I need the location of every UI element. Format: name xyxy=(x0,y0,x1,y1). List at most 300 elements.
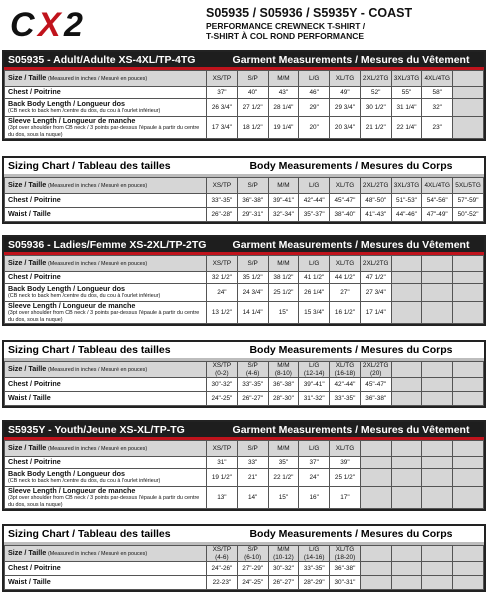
measurement-cell: 33"-35" xyxy=(237,378,268,392)
row-label: Back Body Length / Longueur dos xyxy=(8,469,126,479)
row-label: Chest / Poitrine xyxy=(8,87,61,97)
measurement-cell xyxy=(453,302,484,324)
size-header-cell xyxy=(391,441,422,457)
row-label-cell xyxy=(5,302,207,324)
measurement-cell: 17 1/4" xyxy=(360,302,391,324)
size-header-cell: XL/TG xyxy=(330,178,361,194)
size-header-cell: 2XL/2TG (20) xyxy=(360,362,391,378)
size-section-2 xyxy=(2,235,486,326)
section-header xyxy=(4,52,484,70)
measurement-cell: 31 1/4" xyxy=(391,99,422,117)
row-label: Waist / Taille xyxy=(8,577,51,587)
measurement-cell: 37" xyxy=(299,457,330,469)
measurement-cell xyxy=(360,457,391,469)
table-row xyxy=(5,392,484,406)
measurement-cell: 20 3/4" xyxy=(330,117,361,139)
size-header-cell: M/M (10-12) xyxy=(268,546,299,562)
size-header-cell xyxy=(453,441,484,457)
row-label-cell xyxy=(5,208,207,222)
measurement-cell: 58" xyxy=(422,87,453,99)
measurement-cell: 35 1/2" xyxy=(237,272,268,284)
measurement-cell xyxy=(391,469,422,487)
size-header-cell xyxy=(453,256,484,272)
size-header-cell xyxy=(360,546,391,562)
size-header-cell xyxy=(422,256,453,272)
row-label: Chest / Poitrine xyxy=(8,195,61,205)
size-header-cell: L/G (12-14) xyxy=(299,362,330,378)
row-note: (3pt over shoulder from CB neck / 3 points par-dessus l'épaule à partir du centre du dos, sous la nuque) xyxy=(8,495,200,508)
row-label-cell xyxy=(5,392,207,406)
size-section-5 xyxy=(2,524,486,592)
measurement-cell: 55" xyxy=(391,87,422,99)
size-header-cell: XL/TG xyxy=(330,256,361,272)
table-row xyxy=(5,576,484,590)
row-label-cell xyxy=(5,469,207,487)
measurement-cell: 27 3/4" xyxy=(360,284,391,302)
measurement-cell: 28 1/4" xyxy=(268,99,299,117)
measurement-cell: 40" xyxy=(237,87,268,99)
measurement-cell: 25 1/2" xyxy=(268,284,299,302)
measurement-cell: 30"-32" xyxy=(268,562,299,576)
measurement-cell: 42"-44" xyxy=(330,378,361,392)
measurement-cell xyxy=(391,457,422,469)
measurement-cell xyxy=(391,284,422,302)
measurement-cell xyxy=(422,469,453,487)
size-label-cell xyxy=(5,256,207,272)
size-header-cell xyxy=(422,546,453,562)
measurement-cell: 41 1/2" xyxy=(299,272,330,284)
size-header-cell: L/G (14-16) xyxy=(299,546,330,562)
measurement-cell xyxy=(422,487,453,509)
size-note: (Measured in inches / Mesuré en pouces) xyxy=(47,367,148,374)
size-header-cell: XS/TP xyxy=(207,441,238,457)
table-row xyxy=(5,284,484,302)
size-header-cell: 4XL/4TG xyxy=(422,71,453,87)
size-header-cell: L/G xyxy=(299,178,330,194)
measurement-cell: 49" xyxy=(330,87,361,99)
page-title: S05935 / S05936 / S5935Y - COAST xyxy=(206,6,413,20)
measurement-cell: 51"-53" xyxy=(391,194,422,208)
measurement-cell: 21 1/2" xyxy=(360,117,391,139)
section-header xyxy=(4,342,484,361)
measurement-cell: 33" xyxy=(237,457,268,469)
size-header-cell: XL/TG xyxy=(330,441,361,457)
size-header-cell: S/P xyxy=(237,256,268,272)
measurement-table xyxy=(4,440,484,509)
size-row xyxy=(5,178,484,194)
size-header-cell: XS/TP xyxy=(207,178,238,194)
svg-text:X: X xyxy=(38,6,61,40)
size-section-4 xyxy=(2,420,486,511)
measurement-cell: 19 1/2" xyxy=(207,469,238,487)
size-label-cell xyxy=(5,546,207,562)
row-label: Sleeve Length / Longueur de manche xyxy=(8,301,136,311)
size-label: Size / Taille xyxy=(8,443,47,453)
measurement-cell: 38 1/2" xyxy=(268,272,299,284)
measurement-cell: 24" xyxy=(207,284,238,302)
measurement-cell: 32"-34" xyxy=(268,208,299,222)
measurement-cell: 44"-46" xyxy=(391,208,422,222)
measurement-cell: 24" xyxy=(299,469,330,487)
measurement-table xyxy=(4,255,484,324)
size-header-cell: XS/TP xyxy=(207,71,238,87)
size-header-cell: 2XL/2TG xyxy=(360,178,391,194)
size-header-cell: XL/TG xyxy=(330,71,361,87)
measurement-cell xyxy=(391,378,422,392)
size-header-cell: S/P xyxy=(237,178,268,194)
measurement-cell xyxy=(453,378,484,392)
row-label: Waist / Taille xyxy=(8,209,51,219)
measurement-cell: 43" xyxy=(268,87,299,99)
section-heading: Body Measurements / Mesures du Corps xyxy=(249,528,453,540)
table-row xyxy=(5,272,484,284)
measurement-cell xyxy=(422,562,453,576)
measurement-cell xyxy=(453,457,484,469)
table-row xyxy=(5,117,484,139)
measurement-cell xyxy=(453,117,484,139)
row-label: Waist / Taille xyxy=(8,393,51,403)
section-title: Sizing Chart / Tableau des tailles xyxy=(8,344,171,356)
size-section-0 xyxy=(2,50,486,141)
measurement-cell: 31" xyxy=(207,457,238,469)
page-subtitle-en: PERFORMANCE CREWNECK T-SHIRT / xyxy=(206,21,366,31)
measurement-cell: 42"-44" xyxy=(299,194,330,208)
measurement-cell: 21" xyxy=(237,469,268,487)
row-label-cell xyxy=(5,457,207,469)
measurement-cell xyxy=(360,562,391,576)
measurement-cell: 17" xyxy=(330,487,361,509)
measurement-cell: 36"-38" xyxy=(330,562,361,576)
measurement-cell: 36"-38" xyxy=(268,378,299,392)
size-row xyxy=(5,441,484,457)
size-header-cell: M/M (8-10) xyxy=(268,362,299,378)
measurement-cell: 13 1/2" xyxy=(207,302,238,324)
size-header-cell: 2XL/2TG xyxy=(360,71,391,87)
measurement-cell: 16" xyxy=(299,487,330,509)
measurement-cell: 16 1/2" xyxy=(330,302,361,324)
section-heading: Garment Measurements / Mesures du Vêtement xyxy=(232,423,470,436)
row-note: (3pt over shoulder from CB neck / 3 points par-dessus l'épaule à partir du centre du dos, sous la nuque) xyxy=(8,125,200,138)
measurement-cell: 28"-29" xyxy=(299,576,330,590)
measurement-cell xyxy=(391,562,422,576)
size-section-3 xyxy=(2,340,486,408)
measurement-cell: 27 1/2" xyxy=(237,99,268,117)
measurement-cell xyxy=(360,469,391,487)
size-header-cell xyxy=(391,362,422,378)
size-row xyxy=(5,256,484,272)
measurement-cell: 36"-38" xyxy=(237,194,268,208)
measurement-cell: 19 1/4" xyxy=(268,117,299,139)
measurement-cell: 14" xyxy=(237,487,268,509)
measurement-cell: 45"-47" xyxy=(360,378,391,392)
row-label: Back Body Length / Longueur dos xyxy=(8,99,126,109)
header-text xyxy=(206,6,486,41)
measurement-cell: 35" xyxy=(268,457,299,469)
section-heading: Garment Measurements / Mesures du Vêtement xyxy=(232,238,470,251)
measurement-cell xyxy=(422,272,453,284)
section-title: S5935Y - Youth/Jeune XS-XL/TP-TG xyxy=(8,423,185,436)
row-label: Chest / Poitrine xyxy=(8,272,61,282)
row-label-cell xyxy=(5,117,207,139)
measurement-cell: 26 1/4" xyxy=(299,284,330,302)
size-section-1 xyxy=(2,156,486,224)
measurement-cell: 39"-41" xyxy=(299,378,330,392)
row-label-cell xyxy=(5,194,207,208)
measurement-cell: 33"-35" xyxy=(207,194,238,208)
size-header-cell: L/G xyxy=(299,441,330,457)
size-label-cell xyxy=(5,441,207,457)
size-header-cell: XL/TG (18-20) xyxy=(330,546,361,562)
section-heading: Body Measurements / Mesures du Corps xyxy=(249,344,453,356)
size-header-cell: XS/TP (0-2) xyxy=(207,362,238,378)
size-header-cell: M/M xyxy=(268,256,299,272)
section-header xyxy=(4,158,484,177)
row-label-cell xyxy=(5,99,207,117)
measurement-cell: 46" xyxy=(299,87,330,99)
row-label: Chest / Poitrine xyxy=(8,457,61,467)
measurement-cell xyxy=(360,576,391,590)
measurement-cell xyxy=(453,562,484,576)
size-header-cell: M/M xyxy=(268,71,299,87)
size-label: Size / Taille xyxy=(8,73,47,83)
measurement-cell: 26"-27" xyxy=(268,576,299,590)
measurement-cell: 47 1/2" xyxy=(360,272,391,284)
section-header xyxy=(4,237,484,255)
measurement-cell: 27"-29" xyxy=(237,562,268,576)
size-header-cell xyxy=(453,546,484,562)
measurement-cell: 38"-40" xyxy=(330,208,361,222)
measurement-table xyxy=(4,545,484,590)
measurement-cell: 17 3/4" xyxy=(207,117,238,139)
measurement-cell: 20" xyxy=(299,117,330,139)
section-heading: Garment Measurements / Mesures du Vêtement xyxy=(232,53,470,66)
size-label: Size / Taille xyxy=(8,258,47,268)
size-header-cell: S/P (6-10) xyxy=(237,546,268,562)
size-row xyxy=(5,71,484,87)
svg-text:2: 2 xyxy=(64,6,83,40)
size-header-cell xyxy=(453,362,484,378)
table-row xyxy=(5,208,484,222)
measurement-cell xyxy=(422,378,453,392)
measurement-cell xyxy=(422,302,453,324)
measurement-cell: 29"-31" xyxy=(237,208,268,222)
measurement-cell xyxy=(453,99,484,117)
section-header xyxy=(4,422,484,440)
measurement-cell: 26"-27" xyxy=(237,392,268,406)
measurement-cell: 22 1/2" xyxy=(268,469,299,487)
size-row xyxy=(5,362,484,378)
section-title: Sizing Chart / Tableau des tailles xyxy=(8,528,171,540)
measurement-cell: 23" xyxy=(422,117,453,139)
size-label: Size / Taille xyxy=(8,548,47,558)
measurement-cell xyxy=(391,392,422,406)
table-row xyxy=(5,302,484,324)
measurement-cell: 24"-25" xyxy=(207,392,238,406)
measurement-cell: 13" xyxy=(207,487,238,509)
size-header-cell: XS/TP (4-6) xyxy=(207,546,238,562)
size-header-cell: 3XL/3TG xyxy=(391,178,422,194)
section-header xyxy=(4,526,484,545)
table-row xyxy=(5,378,484,392)
section-heading: Body Measurements / Mesures du Corps xyxy=(249,160,453,172)
measurement-cell xyxy=(453,284,484,302)
measurement-cell: 26"-28" xyxy=(207,208,238,222)
row-label-cell xyxy=(5,87,207,99)
size-header-cell: 5XL/5TG xyxy=(453,178,484,194)
measurement-cell xyxy=(422,392,453,406)
measurement-cell: 29 3/4" xyxy=(330,99,361,117)
measurement-table xyxy=(4,177,484,222)
measurement-cell: 27" xyxy=(330,284,361,302)
measurement-cell xyxy=(422,457,453,469)
size-header-cell: S/P (4-6) xyxy=(237,362,268,378)
measurement-cell: 29" xyxy=(299,99,330,117)
measurement-cell: 30"-32" xyxy=(207,378,238,392)
row-label: Sleeve Length / Longueur de manche xyxy=(8,116,136,126)
size-header-cell xyxy=(391,256,422,272)
svg-text:C: C xyxy=(10,6,35,40)
table-row xyxy=(5,99,484,117)
measurement-cell: 41"-43" xyxy=(360,208,391,222)
row-label-cell xyxy=(5,562,207,576)
size-note: (Measured in inches / Mesuré en pouces) xyxy=(47,76,148,83)
measurement-cell xyxy=(391,487,422,509)
row-label-cell xyxy=(5,378,207,392)
size-note: (Measured in inches / Mesuré en pouces) xyxy=(47,551,148,558)
size-header-cell: 3XL/3TG xyxy=(391,71,422,87)
table-row xyxy=(5,194,484,208)
measurement-cell: 30 1/2" xyxy=(360,99,391,117)
size-header-cell xyxy=(360,441,391,457)
size-header-cell xyxy=(453,71,484,87)
measurement-cell xyxy=(453,469,484,487)
measurement-cell: 24"-26" xyxy=(207,562,238,576)
size-row xyxy=(5,546,484,562)
measurement-table xyxy=(4,361,484,406)
table-row xyxy=(5,487,484,509)
measurement-cell: 18 1/2" xyxy=(237,117,268,139)
measurement-cell xyxy=(453,487,484,509)
measurement-cell xyxy=(391,302,422,324)
measurement-cell: 33"-35" xyxy=(299,562,330,576)
row-label: Chest / Poitrine xyxy=(8,379,61,389)
measurement-cell: 54"-56" xyxy=(422,194,453,208)
measurement-cell: 37" xyxy=(207,87,238,99)
size-header-cell: M/M xyxy=(268,441,299,457)
size-header-cell: M/M xyxy=(268,178,299,194)
measurement-cell: 44 1/2" xyxy=(330,272,361,284)
measurement-cell: 45"-47" xyxy=(330,194,361,208)
measurement-cell: 14 1/4" xyxy=(237,302,268,324)
measurement-cell: 48"-50" xyxy=(360,194,391,208)
section-title: Sizing Chart / Tableau des tailles xyxy=(8,160,171,172)
measurement-cell: 24 3/4" xyxy=(237,284,268,302)
table-row xyxy=(5,469,484,487)
measurement-cell xyxy=(360,487,391,509)
measurement-cell: 22 1/4" xyxy=(391,117,422,139)
measurement-cell: 35"-37" xyxy=(299,208,330,222)
row-note: (CB neck to back hem /centre du dos, du cou à l'ourlet inférieur) xyxy=(8,108,161,115)
size-header-cell xyxy=(422,441,453,457)
measurement-table xyxy=(4,70,484,139)
measurement-cell: 25 1/2" xyxy=(330,469,361,487)
page-subtitle-fr: T-SHIRT À COL ROND PERFORMANCE xyxy=(206,31,365,41)
row-label: Back Body Length / Longueur dos xyxy=(8,284,126,294)
size-label: Size / Taille xyxy=(8,180,47,190)
size-label-cell xyxy=(5,71,207,87)
measurement-cell xyxy=(453,392,484,406)
measurement-cell: 15" xyxy=(268,302,299,324)
measurement-cell: 28"-30" xyxy=(268,392,299,406)
size-header-cell: S/P xyxy=(237,441,268,457)
measurement-cell xyxy=(391,576,422,590)
measurement-cell xyxy=(453,272,484,284)
table-row xyxy=(5,457,484,469)
size-label: Size / Taille xyxy=(8,364,47,374)
size-header-cell: XL/TG (16-18) xyxy=(330,362,361,378)
measurement-cell: 50"-52" xyxy=(453,208,484,222)
measurement-cell: 15" xyxy=(268,487,299,509)
measurement-cell xyxy=(422,284,453,302)
size-label-cell xyxy=(5,178,207,194)
row-label: Sleeve Length / Longueur de manche xyxy=(8,486,136,496)
measurement-cell xyxy=(453,87,484,99)
measurement-cell: 57"-59" xyxy=(453,194,484,208)
row-note: (CB neck to back hem /centre du dos, du cou à l'ourlet inférieur) xyxy=(8,293,161,300)
section-title: S05936 - Ladies/Femme XS-2XL/TP-2TG xyxy=(8,238,207,251)
measurement-cell: 33"-35" xyxy=(330,392,361,406)
table-row xyxy=(5,562,484,576)
measurement-cell: 39"-41" xyxy=(268,194,299,208)
row-note: (CB neck to back hem /centre du dos, du cou à l'ourlet inférieur) xyxy=(8,478,161,485)
measurement-cell xyxy=(453,576,484,590)
row-label-cell xyxy=(5,576,207,590)
measurement-cell xyxy=(422,576,453,590)
size-header-cell: 4XL/4TG xyxy=(422,178,453,194)
row-label-cell xyxy=(5,284,207,302)
size-note: (Measured in inches / Mesuré en pouces) xyxy=(47,446,148,453)
size-header-cell: XS/TP xyxy=(207,256,238,272)
measurement-cell: 24"-25" xyxy=(237,576,268,590)
size-header-cell xyxy=(422,362,453,378)
cx2-logo xyxy=(8,6,158,40)
measurement-cell: 22-23" xyxy=(207,576,238,590)
measurement-cell: 31"-32" xyxy=(299,392,330,406)
row-label-cell xyxy=(5,272,207,284)
size-header-cell: S/P xyxy=(237,71,268,87)
row-note: (3pt over shoulder from CB neck / 3 points par-dessus l'épaule à partir du centre du dos, sous la nuque) xyxy=(8,310,200,323)
row-label: Chest / Poitrine xyxy=(8,563,61,573)
size-header-cell: L/G xyxy=(299,256,330,272)
size-header-cell: L/G xyxy=(299,71,330,87)
size-header-cell: 2XL/2TG xyxy=(360,256,391,272)
measurement-cell: 32 1/2" xyxy=(207,272,238,284)
measurement-cell: 15 3/4" xyxy=(299,302,330,324)
size-note: (Measured in inches / Mesuré en pouces) xyxy=(47,183,148,190)
measurement-cell: 39" xyxy=(330,457,361,469)
measurement-cell: 47"-49" xyxy=(422,208,453,222)
table-row xyxy=(5,87,484,99)
measurement-cell: 52" xyxy=(360,87,391,99)
size-header-cell xyxy=(391,546,422,562)
measurement-cell: 30"-31" xyxy=(330,576,361,590)
size-note: (Measured in inches / Mesuré en pouces) xyxy=(47,261,148,268)
row-label-cell xyxy=(5,487,207,509)
measurement-cell: 36"-38" xyxy=(360,392,391,406)
page-header xyxy=(0,0,490,50)
size-label-cell xyxy=(5,362,207,378)
measurement-cell: 32" xyxy=(422,99,453,117)
